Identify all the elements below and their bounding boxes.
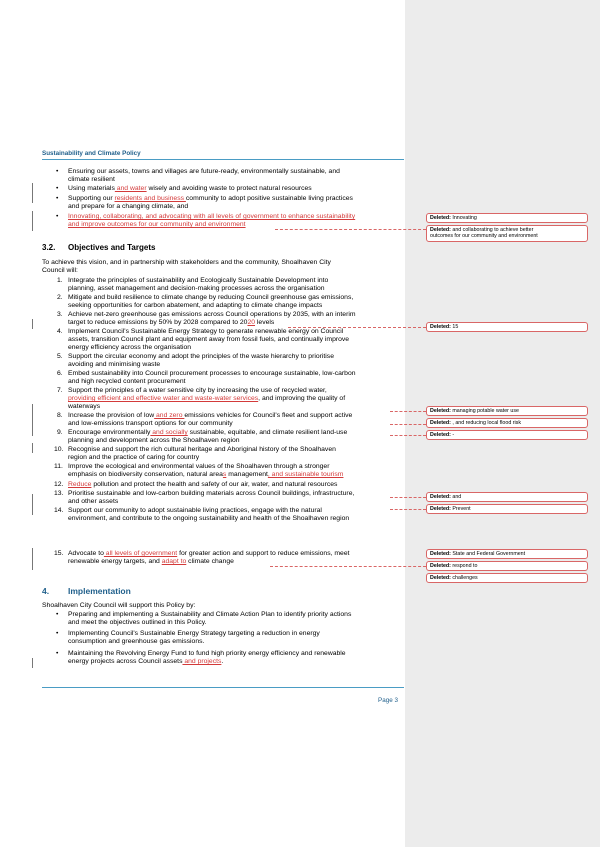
list-item-text: region and the practice of caring for country [68,454,200,461]
comment-leader [288,327,426,328]
comment-bubble[interactable]: Deleted: managing potable water use [426,406,588,416]
bullet-text: and meet the objectives outlined in this Policy. [68,619,207,626]
list-item-text: Reduce pollution and protect the health and safety of our air, water, and natural resources [68,481,338,488]
list-item-text: energy efficiency across the organisation [68,344,192,351]
change-bar [32,211,33,231]
list-number: 13. [54,490,64,497]
bullet-text: consumption and greenhouse gas emissions. [68,638,205,645]
bullet-text: Supporting our residents and business community to adopt positive sustainable living practices [68,195,353,202]
list-item-text: Mitigate and build resilience to climate change by reducing Council greenhouse gas emissions, [68,294,354,301]
list-item-text: Improve the ecological and environmental values of the Shoalhaven through a stronger [68,463,330,470]
list-number: 11. [54,463,63,470]
list-item-text: and high recycled content procurement [68,378,186,385]
page-header-title: Sustainability and Climate Policy [42,150,141,157]
list-number: 6. [57,370,63,377]
list-number: 1. [57,277,63,284]
comment-leader [275,229,426,230]
change-bar [32,658,33,668]
list-item-text: planning, asset management and decision-making processes across the organisation [68,285,325,292]
list-number: 5. [57,353,63,360]
list-item-text: assets, transition Council plant and equipment away from fossil fuels, and continually improve [68,336,350,343]
list-item-text: Embed sustainability into Council procurement processes to encourage sustainable, low-carbon [68,370,356,377]
list-item-text: Integrate the principles of sustainability and Ecologically Sustainable Development into [68,277,329,284]
comment-bubble[interactable]: Deleted: respond to [426,561,588,571]
change-bar [32,443,33,453]
bullet-dot: • [56,185,59,192]
section-number: 4. [42,586,50,596]
list-item-text: target to reduce emissions by 50% by 2028 compared to 2020 levels [68,319,275,326]
list-item-text: and other assets [68,498,119,505]
inserted-text: s [222,471,227,478]
comment-bubble[interactable]: Deleted: - [426,430,588,440]
list-item-text: renewable energy targets, and adapt to climate change [68,558,234,565]
list-number: 9. [57,429,63,436]
comment-bubble[interactable]: Deleted: Prevent [426,504,588,514]
comment-bubble[interactable]: Deleted: 15 [426,322,588,332]
list-item-text: Achieve net-zero greenhouse gas emissions across Council operations by 2035, with an interim [68,311,356,318]
section-title: Objectives and Targets [68,243,156,252]
bullet-text: and prepare for a changing climate, and [68,203,189,210]
inserted-text: adapt to [161,558,187,565]
bullet-text: climate resilient [68,176,115,183]
comment-bubble[interactable]: Deleted: Innovating [426,213,588,223]
comment-leader [390,424,426,425]
bullet-text: Implementing Council's Sustainable Energy Strategy targeting a reduction in energy [68,630,320,637]
comment-leader [390,411,426,412]
list-number: 3. [57,311,63,318]
list-item-text: and low-emissions transport options for our community [68,420,233,427]
inserted-text: Reduce [68,481,92,488]
list-number: 2. [57,294,63,301]
comment-bubble[interactable]: Deleted: and [426,492,588,502]
section-intro: To achieve this vision, and in partnership with stakeholders and the community, Shoalhaven City [42,259,331,266]
section-number: 3.2. [42,243,56,252]
bullet-dot: • [56,650,59,657]
bullet-text: Using materials and water wisely and avoiding waste to protect natural resources [68,185,312,192]
comment-bubble[interactable]: Deleted: and collaborating to achieve better outcomes for our community and environment [426,225,588,242]
list-item-text: Prioritise sustainable and low-carbon building materials across Council buildings, infrastructure, [68,490,355,497]
bullet-text: energy projects across Council assets and projects. [68,658,224,665]
inserted-text: providing efficient and effective water and waste-water services [68,395,259,402]
comment-leader [390,509,426,510]
change-bar [32,319,33,329]
inserted-text: and zero [154,412,185,419]
list-item-text: avoiding and minimising waste [68,361,161,368]
section-title: Implementation [68,586,131,596]
list-item-text: Support the circular economy and adopt the principles of the waste hierarchy to prioritise [68,353,334,360]
change-bar [32,505,33,515]
list-item-text: Increase the provision of low and zero emissions vehicles for Council's fleet and support active [68,412,353,419]
list-item-text: seeking opportunities for carbon abatement, and adapting to climate change impacts [68,302,323,309]
list-number: 10. [54,446,64,453]
list-item-text: planning and development across the Shoalhaven region [68,437,240,444]
comment-bubble[interactable]: Deleted: State and Federal Government [426,549,588,559]
bullet-dot: • [56,611,59,618]
list-number: 8. [57,412,63,419]
change-bar [32,548,33,570]
list-item-text: Recognise and support the rich cultural heritage and Aboriginal history of the Shoalhaven [68,446,336,453]
inserted-text: and socially [150,429,188,436]
inserted-text: and water [114,185,147,192]
bullet-dot: • [56,213,59,220]
list-item-text: Support the principles of a water sensitive city by increasing the use of recycled water, [68,387,327,394]
comment-leader [390,497,426,498]
inserted-text: all levels of government [103,550,178,557]
bullet-dot: • [56,168,59,175]
bullet-dot: • [56,630,59,637]
list-item-text: Encourage environmentally and socially sustainable, equitable, and climate resilient land-use [68,429,348,436]
bullet-dot: • [56,195,59,202]
change-bar [32,426,33,436]
list-item-text: providing efficient and effective water and waste-water services, and improving the quality of [68,395,346,402]
inserted-text: and projects [182,658,222,665]
inserted-text: Innovating, collaborating, and advocating with all levels of government to enhance sustainability [68,213,356,220]
inserted-text: and improve outcomes for our community and environment [68,221,246,228]
change-bar [32,193,33,203]
comment-leader [390,435,426,436]
comment-bubble[interactable]: Deleted: challenges [426,573,588,583]
list-number: 15. [54,550,64,557]
change-bar [32,183,33,193]
header-rule [42,159,404,160]
inserted-text: , and sustainable tourism [267,471,344,478]
bullet-text: Preparing and implementing a Sustainability and Climate Action Plan to identify priority actions [68,611,352,618]
comment-leader [270,566,426,567]
list-number: 14. [54,507,64,514]
list-number: 12. [54,481,64,488]
list-item-text: Advocate to all levels of government for greater action and support to reduce emissions, meet [68,550,350,557]
list-item-text: Implement Council's Sustainable Energy Strategy to generate renewable energy on Council [68,328,344,335]
bullet-text: Maintaining the Revolving Energy Fund to fund high priority energy efficiency and renewable [68,650,346,657]
change-bar [32,404,33,428]
list-item-text: Support our community to adopt sustainable living practices, engage with the natural [68,507,322,514]
list-item-text: environment, and contribute to the ongoing sustainability and health of the Shoalhaven region [68,515,350,522]
comment-bubble[interactable]: Deleted: , and reducing local flood risk [426,418,588,428]
list-number: 4. [57,328,63,335]
inserted-text: 20 [247,319,256,326]
footer-rule [42,687,404,688]
inserted-text: residents and business [114,195,186,202]
list-item-text: waterways [68,403,101,410]
list-number: 7. [57,387,63,394]
section-intro: Council will: [42,267,78,274]
page-number: Page 3 [378,697,398,704]
bullet-text: Ensuring our assets, towns and villages are future-ready, environmentally sustainable, and [68,168,340,175]
section-intro: Shoalhaven City Council will support this Policy by: [42,602,196,609]
list-item-text: emphasis on biodiversity conservation, natural areas management, and sustainable tourism [68,471,344,478]
